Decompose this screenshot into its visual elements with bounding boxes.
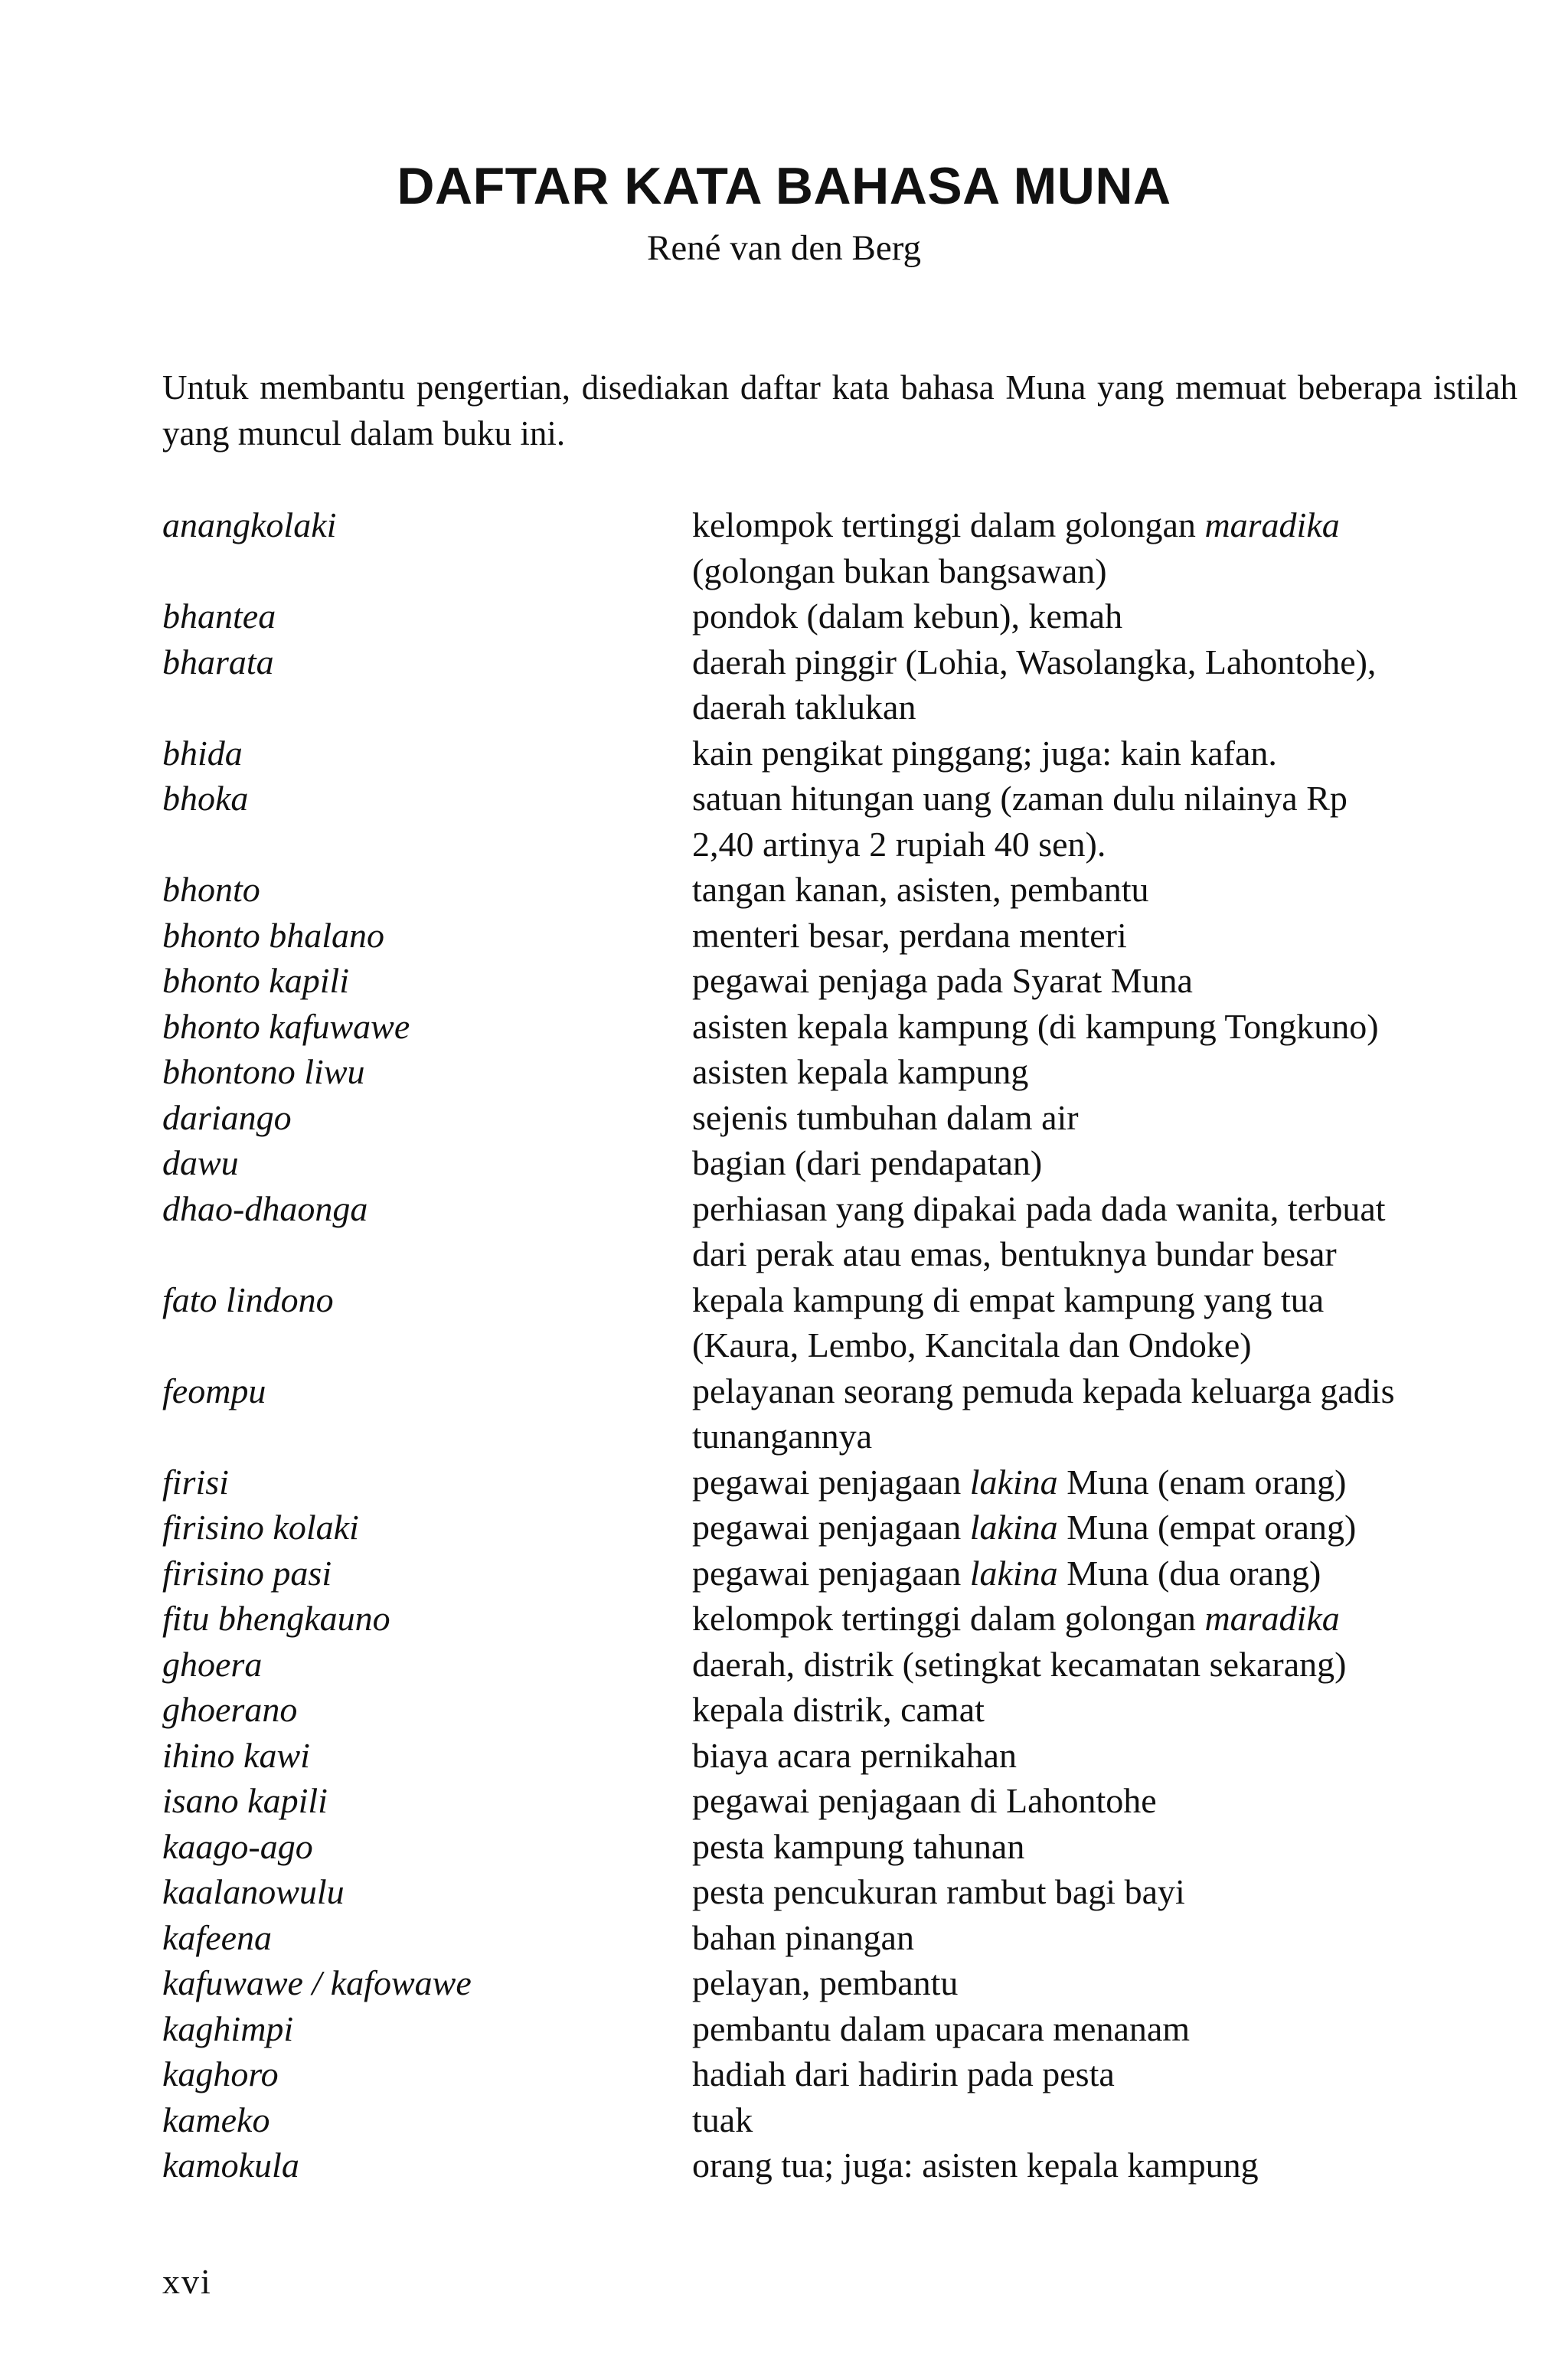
- definition-text: tangan kanan, asisten, pembantu: [692, 870, 1149, 909]
- glossary-entry: [162, 1095, 1517, 1141]
- glossary-term: bhonto kapili: [162, 961, 350, 1000]
- glossary-term: kameko: [162, 2100, 270, 2139]
- glossary-definition: [692, 593, 1517, 639]
- glossary-definition: [692, 1778, 1517, 1824]
- definition-text: pegawai penjagaan: [692, 1553, 970, 1593]
- glossary-term: bhonto: [162, 870, 260, 909]
- glossary-entry: [162, 2006, 1517, 2052]
- glossary-entry: [162, 1869, 1517, 1915]
- glossary-term: firisino pasi: [162, 1553, 332, 1593]
- author-name: René van den Berg: [646, 228, 922, 268]
- glossary-term: bhontono liwu: [162, 1052, 365, 1091]
- glossary-definition: [692, 2051, 1517, 2097]
- glossary-definition: [692, 502, 1517, 593]
- definition-text: asisten kepala kampung: [692, 1052, 1029, 1091]
- glossary-term: bhoka: [162, 779, 249, 818]
- glossary-entry: [162, 867, 1517, 913]
- intro-paragraph: Untuk membantu pengertian, disediakan daftar kata bahasa Muna yang memuat beberapa istilah yang muncul dalam buku ini.: [162, 368, 1517, 453]
- glossary-term: anangkolaki: [162, 505, 337, 544]
- glossary-term: kamokula: [162, 2146, 299, 2185]
- glossary-entry: [162, 1642, 1517, 1688]
- definition-text: pesta kampung tahunan: [692, 1826, 1025, 1866]
- glossary-entry: [162, 958, 1517, 1004]
- glossary-term: dariango: [162, 1097, 292, 1137]
- glossary-definition: [692, 1277, 1517, 1368]
- glossary-definition: [692, 1095, 1517, 1141]
- glossary-definition: [692, 776, 1517, 867]
- glossary-definition: [692, 2097, 1517, 2143]
- glossary-entry: [162, 1596, 1517, 1642]
- glossary-entry: [162, 1733, 1517, 1779]
- glossary-entry: [162, 1277, 1517, 1368]
- glossary-definition: [692, 1551, 1517, 1597]
- definition-text: pembantu dalam upacara menanam: [692, 2008, 1191, 2048]
- definition-italic-term: maradika: [1204, 505, 1340, 544]
- definition-text: pelayan, pembantu: [692, 1963, 959, 2002]
- definition-text: kepala kampung di empat kampung yang tua (Kaura, Lembo, Kancitala dan Ondoke): [692, 1280, 1325, 1364]
- glossary-definition: [692, 2142, 1517, 2188]
- definition-text: kain pengikat pinggang; juga: kain kafan.: [692, 733, 1277, 773]
- definition-text: bahan pinangan: [692, 1917, 914, 1957]
- glossary-entry: [162, 1186, 1517, 1277]
- glossary-entry: [162, 1824, 1517, 1870]
- glossary-definition: [692, 730, 1517, 776]
- glossary-term: bhonto bhalano: [162, 915, 385, 955]
- glossary-term: feompu: [162, 1371, 266, 1410]
- glossary-entry: [162, 1687, 1517, 1733]
- glossary-term: fato lindono: [162, 1280, 334, 1319]
- glossary-term: dhao-dhaonga: [162, 1188, 368, 1228]
- glossary-term: bhonto kafuwawe: [162, 1006, 410, 1046]
- definition-text: asisten kepala kampung (di kampung Tongkuno): [692, 1006, 1379, 1046]
- glossary-definition: [692, 2006, 1517, 2052]
- glossary-term: bhantea: [162, 596, 276, 636]
- glossary-definition: [692, 1733, 1517, 1779]
- glossary-entry: [162, 502, 1517, 593]
- glossary-definition: [692, 1642, 1517, 1688]
- definition-text: pelayanan seorang pemuda kepada keluarga gadis tunangannya: [692, 1371, 1395, 1456]
- definition-text: Muna (empat orang): [1057, 1508, 1357, 1547]
- glossary-entry: [162, 776, 1517, 867]
- glossary-definition: [692, 1960, 1517, 2006]
- glossary-definition: [692, 1368, 1517, 1459]
- glossary-term: fitu bhengkauno: [162, 1599, 390, 1638]
- glossary-definition: [692, 958, 1517, 1004]
- definition-text: biaya acara pernikahan: [692, 1735, 1017, 1775]
- glossary-entry: [162, 2097, 1517, 2143]
- glossary-entry: [162, 639, 1517, 730]
- glossary-entry: [162, 593, 1517, 639]
- glossary-entry: [162, 2142, 1517, 2188]
- definition-text: pegawai penjagaan di Lahontohe: [692, 1781, 1157, 1820]
- glossary-definition: [692, 1004, 1517, 1050]
- glossary-entry: [162, 1368, 1517, 1459]
- glossary-term: isano kapili: [162, 1781, 328, 1820]
- glossary-term: kafeena: [162, 1917, 273, 1957]
- definition-text: Muna (enam orang): [1057, 1462, 1347, 1502]
- glossary-entry: [162, 1960, 1517, 2006]
- glossary-definition: [692, 1596, 1517, 1642]
- glossary-entry: [162, 1049, 1517, 1095]
- glossary-entry: [162, 730, 1517, 776]
- glossary-term: bhida: [162, 733, 243, 773]
- definition-text: tuak: [692, 2100, 753, 2139]
- glossary-entry: [162, 1778, 1517, 1824]
- glossary-definition: [692, 1140, 1517, 1186]
- definition-text: kelompok tertinggi dalam golongan: [692, 1599, 1205, 1638]
- glossary-term: kaago-ago: [162, 1826, 313, 1866]
- glossary-term: ghoerano: [162, 1690, 298, 1729]
- definition-italic-term: lakina: [969, 1508, 1058, 1547]
- definition-text: pegawai penjagaan: [692, 1508, 970, 1547]
- glossary-definition: [692, 639, 1517, 730]
- definition-text: pondok (dalam kebun), kemah: [692, 596, 1123, 636]
- glossary-entry: [162, 1140, 1517, 1186]
- glossary-term: dawu: [162, 1143, 239, 1182]
- glossary-definition: [692, 867, 1517, 913]
- definition-text: pegawai penjagaan: [692, 1462, 970, 1502]
- definition-text: Muna (dua orang): [1057, 1553, 1321, 1593]
- definition-text: hadiah dari hadirin pada pesta: [692, 2054, 1115, 2093]
- page-title: DAFTAR KATA BAHASA MUNA: [397, 157, 1171, 215]
- definition-text: daerah, distrik (setingkat kecamatan sekarang): [692, 1644, 1347, 1684]
- definition-text: menteri besar, perdana menteri: [692, 915, 1127, 955]
- glossary-entry: [162, 1505, 1517, 1551]
- definition-text: kepala distrik, camat: [692, 1690, 985, 1729]
- definition-text: bagian (dari pendapatan): [692, 1143, 1043, 1182]
- glossary-term: ihino kawi: [162, 1735, 310, 1775]
- glossary-definition: [692, 1459, 1517, 1505]
- glossary-term: kaalanowulu: [162, 1872, 345, 1911]
- glossary-definition: [692, 1915, 1517, 1961]
- definition-italic-term: maradika: [1204, 1599, 1340, 1638]
- definition-text: (golongan bukan bangsawan): [692, 551, 1107, 590]
- glossary-definition: [692, 1824, 1517, 1870]
- glossary-definition: [692, 913, 1517, 959]
- glossary-definition: [692, 1869, 1517, 1915]
- page-number: xvi: [162, 2262, 212, 2301]
- glossary-term: firisi: [162, 1462, 229, 1502]
- glossary-entry: [162, 2051, 1517, 2097]
- glossary-definition: [692, 1186, 1517, 1277]
- definition-text: daerah pinggir (Lohia, Wasolangka, Lahontohe), daerah taklukan: [692, 642, 1377, 727]
- glossary-term: firisino kolaki: [162, 1508, 359, 1547]
- definition-italic-term: lakina: [969, 1462, 1058, 1502]
- definition-text: perhiasan yang dipakai pada dada wanita, terbuat dari perak atau emas, bentuknya bundar besar: [692, 1188, 1386, 1273]
- glossary-list: [162, 502, 1517, 2188]
- definition-text: satuan hitungan uang (zaman dulu nilainya Rp 2,40 artinya 2 rupiah 40 sen).: [692, 779, 1348, 864]
- glossary-definition: [692, 1687, 1517, 1733]
- glossary-entry: [162, 1551, 1517, 1597]
- definition-italic-term: lakina: [969, 1553, 1058, 1593]
- definition-text: sejenis tumbuhan dalam air: [692, 1097, 1079, 1137]
- glossary-term: kafuwawe / kafowawe: [162, 1963, 472, 2002]
- glossary-term: ghoera: [162, 1644, 263, 1684]
- glossary-entry: [162, 1004, 1517, 1050]
- glossary-term: kaghoro: [162, 2054, 279, 2093]
- glossary-definition: [692, 1049, 1517, 1095]
- glossary-entry: [162, 1459, 1517, 1505]
- glossary-definition: [692, 1505, 1517, 1551]
- definition-text: orang tua; juga: asisten kepala kampung: [692, 2146, 1259, 2185]
- definition-text: pesta pencukuran rambut bagi bayi: [692, 1872, 1185, 1911]
- glossary-term: bharata: [162, 642, 274, 681]
- definition-text: kelompok tertinggi dalam golongan: [692, 505, 1205, 544]
- glossary-term: kaghimpi: [162, 2008, 294, 2048]
- glossary-entry: [162, 1915, 1517, 1961]
- glossary-entry: [162, 913, 1517, 959]
- definition-text: pegawai penjaga pada Syarat Muna: [692, 961, 1193, 1000]
